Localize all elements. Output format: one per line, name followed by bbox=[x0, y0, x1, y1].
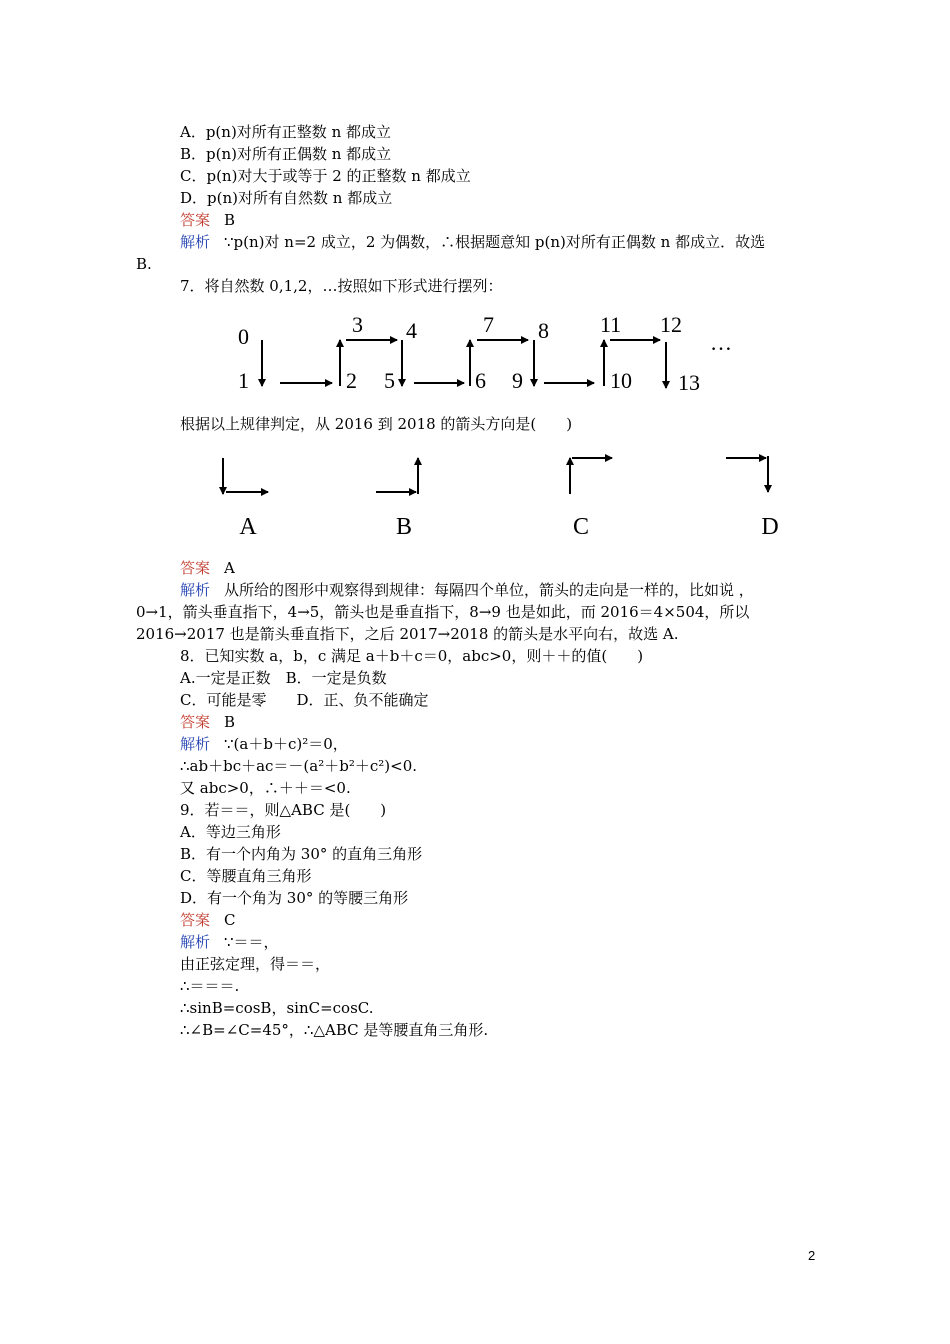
q9-explanation-step-3: ∴＝＝＝. bbox=[180, 977, 240, 995]
q9-option-c: C．等腰直角三角形 bbox=[180, 867, 312, 885]
explanation-text: 从所给的图形中观察得到规律：每隔四个单位，箭头的走向是一样的，比如说 ， bbox=[224, 581, 754, 599]
q8-stem: 8．已知实数 a，b，c 满足 a＋b＋c＝0，abc>0，则＋＋的值( ) bbox=[180, 647, 644, 665]
q8-options-row-2: C．可能是零 D．正、负不能确定 bbox=[180, 691, 429, 709]
pattern-num-8: 8 bbox=[538, 318, 549, 343]
q6-answer bbox=[180, 210, 235, 230]
explanation-text: ∵p(n)对 n=2 成立，2 为偶数，∴根据题意知 p(n)对所有正偶数 n 都成立．故选 bbox=[224, 233, 766, 251]
q7-question: 根据以上规律判定，从 2016 到 2018 的箭头方向是( ) bbox=[180, 415, 573, 433]
answer-value: B bbox=[224, 211, 236, 229]
pattern-num-4: 4 bbox=[406, 318, 417, 343]
q9-explanation-step-4: ∴sinB=cosB，sinC=cosC. bbox=[180, 999, 374, 1017]
pattern-num-1: 1 bbox=[238, 368, 249, 393]
option-b-letter: B bbox=[395, 514, 413, 540]
q9-answer bbox=[180, 910, 236, 930]
q6-option-b: B．p(n)对所有正偶数 n 都成立 bbox=[180, 145, 392, 163]
q6-explanation-cont: B. bbox=[136, 255, 152, 273]
q9-explanation bbox=[180, 932, 279, 952]
pattern-num-6: 6 bbox=[475, 368, 486, 393]
explanation-label: 解析 bbox=[180, 735, 211, 753]
arrow-options-figure bbox=[196, 436, 800, 554]
explanation-text: ∵(a＋b＋c)²＝0， bbox=[224, 735, 348, 753]
q7-answer bbox=[180, 558, 235, 578]
pattern-svg bbox=[222, 306, 802, 410]
pattern-num-13: 13 bbox=[678, 370, 700, 395]
q8-answer bbox=[180, 712, 235, 732]
q9-explanation-step-5: ∴∠B=∠C=45°，∴△ABC 是等腰直角三角形. bbox=[180, 1021, 489, 1039]
q7-stem: 7．将自然数 0,1,2，…按照如下形式进行摆列： bbox=[180, 277, 503, 295]
answer-value: B bbox=[224, 713, 236, 731]
q7-explanation bbox=[180, 580, 754, 600]
page-number: 2 bbox=[808, 1248, 816, 1263]
q6-explanation bbox=[180, 232, 765, 252]
q6-option-a: A．p(n)对所有正整数 n 都成立 bbox=[180, 123, 391, 141]
pattern-num-7: 7 bbox=[483, 312, 494, 337]
q8-explanation bbox=[180, 734, 348, 754]
explanation-label: 解析 bbox=[180, 233, 211, 251]
pattern-num-0: 0 bbox=[238, 324, 249, 349]
pattern-num-3: 3 bbox=[352, 312, 363, 337]
pattern-ellipsis: … bbox=[710, 330, 732, 355]
explanation-label: 解析 bbox=[180, 581, 211, 599]
pattern-num-12: 12 bbox=[660, 312, 682, 337]
q9-option-a: A．等边三角形 bbox=[180, 823, 281, 841]
pattern-num-11: 11 bbox=[600, 312, 622, 337]
answer-value: A bbox=[224, 559, 235, 577]
answer-value: C bbox=[224, 911, 236, 929]
q9-option-b: B．有一个内角为 30° 的直角三角形 bbox=[180, 845, 423, 863]
q7-explanation-cont-2: 2016→2017 也是箭头垂直指下，之后 2017→2018 的箭头是水平向右，故选 A. bbox=[136, 625, 679, 643]
q8-explanation-step-2: ∴ab＋bc＋ac＝－(a²＋b²＋c²)<0. bbox=[180, 757, 418, 775]
option-a-letter: A bbox=[239, 514, 257, 540]
q9-stem: 9．若＝＝，则△ABC 是( ) bbox=[180, 801, 387, 819]
option-d-letter: D bbox=[761, 514, 779, 540]
option-c-letter: C bbox=[572, 514, 590, 540]
q7-explanation-cont-1: 0→1，箭头垂直指下，4→5，箭头也是垂直指下，8→9 也是如此，而 2016＝4×504，所以 bbox=[136, 603, 750, 621]
q8-options-row-1: A.一定是正数 B．一定是负数 bbox=[180, 669, 387, 687]
pattern-num-5: 5 bbox=[384, 368, 395, 393]
q6-option-d: D．p(n)对所有自然数 n 都成立 bbox=[180, 189, 393, 207]
answer-label: 答案 bbox=[180, 911, 211, 929]
q9-explanation-step-2: 由正弦定理，得＝＝， bbox=[180, 955, 331, 973]
number-arrow-pattern-figure bbox=[222, 306, 802, 410]
answer-label: 答案 bbox=[180, 211, 211, 229]
pattern-num-10: 10 bbox=[610, 368, 632, 393]
explanation-text: ∵＝＝， bbox=[224, 933, 279, 951]
answer-label: 答案 bbox=[180, 559, 211, 577]
explanation-label: 解析 bbox=[180, 933, 211, 951]
answer-label: 答案 bbox=[180, 713, 211, 731]
options-svg bbox=[196, 436, 800, 554]
q8-explanation-step-3: 又 abc>0，∴＋＋＝<0. bbox=[180, 779, 351, 797]
q6-option-c: C．p(n)对大于或等于 2 的正整数 n 都成立 bbox=[180, 167, 471, 185]
pattern-num-2: 2 bbox=[346, 368, 357, 393]
q9-option-d: D．有一个角为 30° 的等腰三角形 bbox=[180, 889, 409, 907]
pattern-num-9: 9 bbox=[512, 368, 523, 393]
